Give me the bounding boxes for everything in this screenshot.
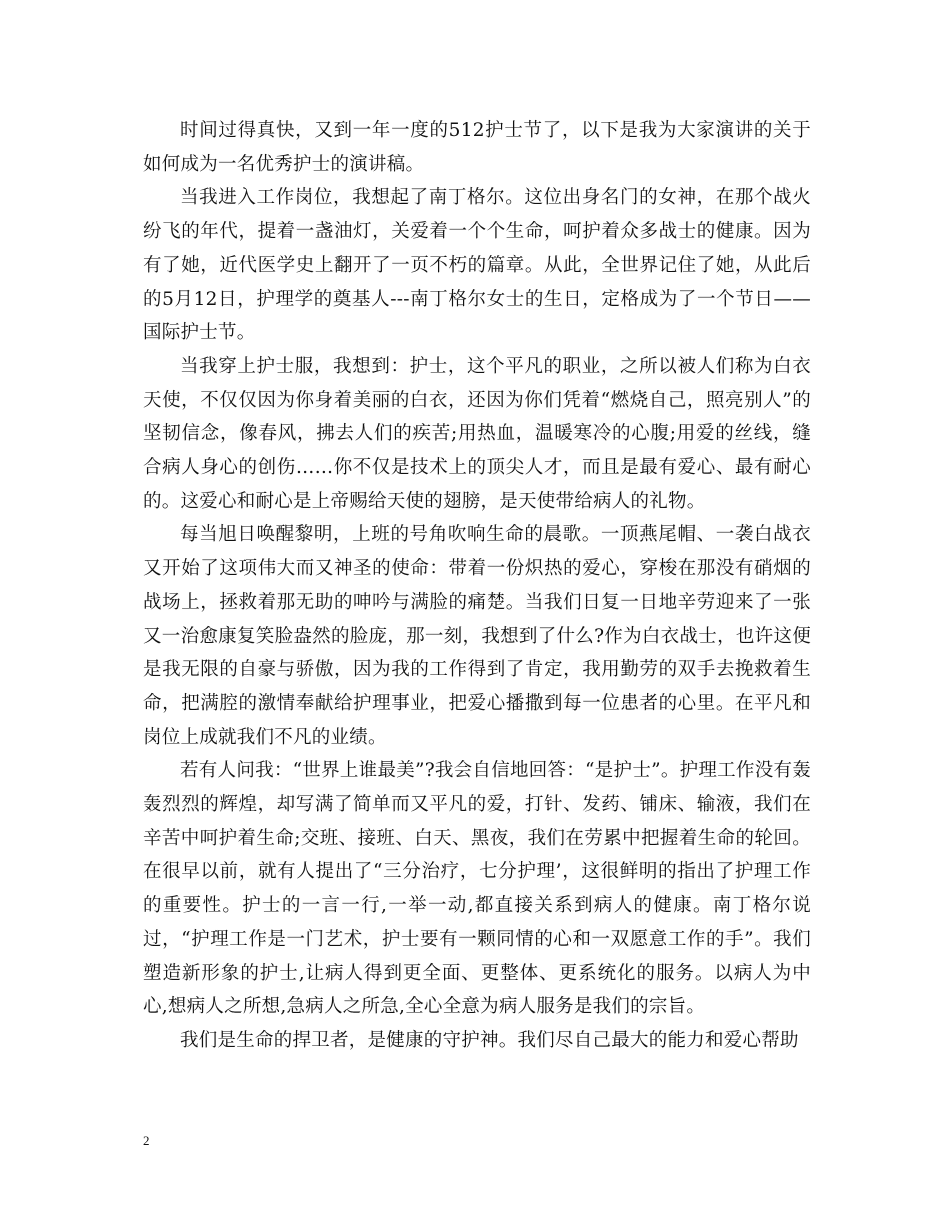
- paragraph-most-beautiful: 若有人问我：“世界上谁最美”?我会自信地回答：“是护士”。护理工作没有轰轰烈烈的辉煌，却写满了简单而又平凡的爱，打针、发药、铺床、输液，我们在辛苦中呵护着生命;交班、接班、白天、黑夜，我们在劳累中把握着生命的轮回。在很早以前，就有人提出了“三分治疗，七分护理’，这很鲜明的指出了护理工作的重要性。护士的一言一行,一举一动,都直接关系到病人的健康。南丁格尔说过，“护理工作是一门艺术，护士要有一颗同情的心和一双愿意工作的手”。我们塑造新形象的护士,让病人得到更全面、更整体、更系统化的服务。以病人为中心,想病人之所想,急病人之所急,全心全意为病人服务是我们的宗旨。: [143, 760, 811, 1018]
- paragraph-guardians: 我们是生命的捍卫者，是健康的守护神。我们尽自己最大的能力和爱心帮助: [180, 1029, 799, 1051]
- paragraph-nightingale: 当我进入工作岗位，我想起了南丁格尔。这位出身名门的女神，在那个战火纷飞的年代，提着一盏油灯，关爱着一个个生命，呵护着众多战士的健康。因为有了她，近代医学史上翻开了一页不朽的篇章。从此，全世界记住了她，从此后的5月12日，护理学的奠基人---南丁格尔女士的生日，定格成为了一个节日——国际护士节。: [143, 187, 811, 344]
- page-number: 2: [143, 1133, 150, 1148]
- paragraph-intro: 时间过得真快，又到一年一度的512护士节了，以下是我为大家演讲的关于如何成为一名优秀护士的演讲稿。: [143, 120, 811, 175]
- body-text: [143, 114, 811, 1058]
- paragraph-white-angel: 当我穿上护士服，我想到：护士，这个平凡的职业，之所以被人们称为白衣天使，不仅仅因为你身着美丽的白衣，还因为你们凭着“燃烧自己，照亮别人”的坚韧信念，像春风，拂去人们的疾苦;用热血，温暖寒冷的心腹;用爱的丝线，缝合病人身心的创伤……你不仅是技术上的顶尖人才，而且是最有爱心、最有耐心的。这爱心和耐心是上帝赐给天使的翅膀，是天使带给病人的礼物。: [143, 355, 811, 512]
- paragraph-daily-mission: 每当旭日唤醒黎明，上班的号角吹响生命的晨歌。一顶燕尾帽、一袭白战衣又开始了这项伟大而又神圣的使命：带着一份炽热的爱心，穿梭在那没有硝烟的战场上，拯救着那无助的呻吟与满脸的痛楚。当我们日复一日地辛劳迎来了一张又一治愈康复笑脸盎然的脸庞，那一刻，我想到了什么?作为白衣战士，也许这便是我无限的自豪与骄傲，因为我的工作得到了肯定，我用勤劳的双手去挽救着生命，把满腔的激情奉献给护理事业，把爱心播撒到每一位患者的心里。在平凡和岗位上成就我们不凡的业绩。: [143, 524, 811, 748]
